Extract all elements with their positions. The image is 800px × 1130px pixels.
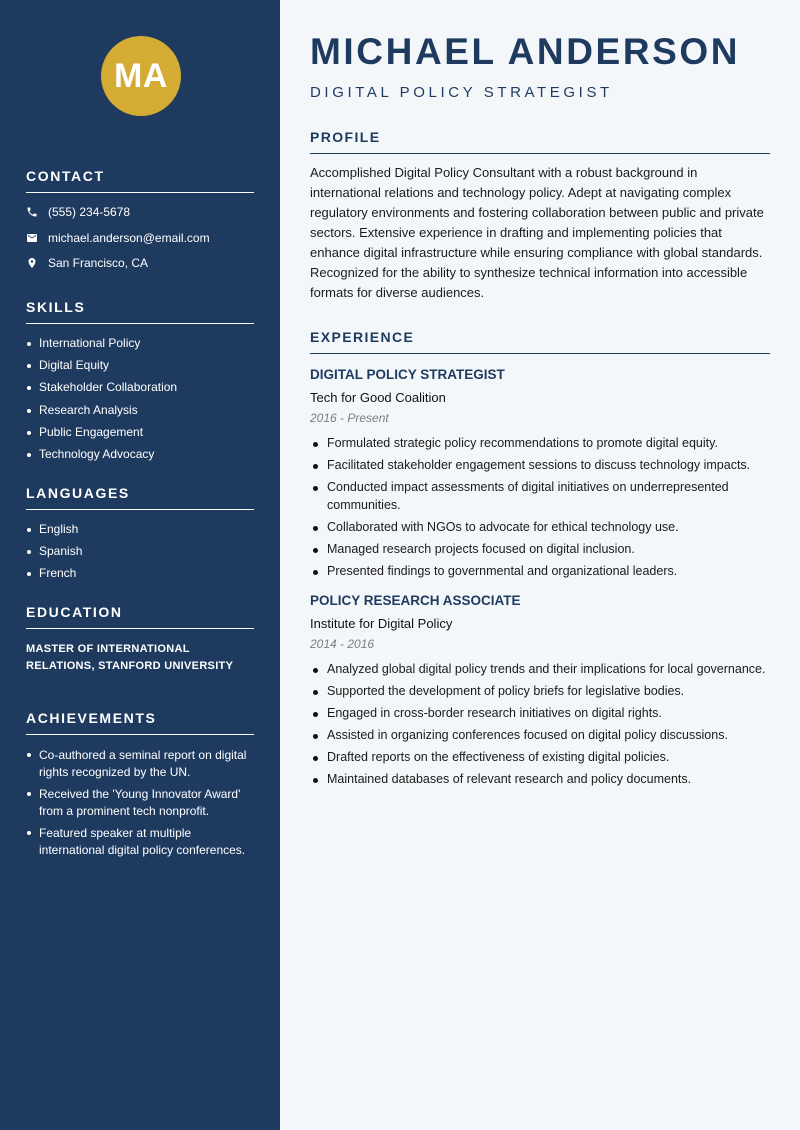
job-bullet: Collaborated with NGOs to advocate for ethical technology use. [310,519,770,537]
email-icon [26,232,38,244]
profile-text: Accomplished Digital Policy Consultant with a robust background in international relations and technology policy. Adept at navigating complex regulatory environments and fostering collaboration between public and private sectors. Extensive experience in drafting and implementing policies that enhance digital infrastructure while ensuring compliance with global standards. Recognized for the ability to synthesize technical information into accessible formats for diverse audiences. [310,165,764,300]
job-entry [310,593,770,789]
contact-location-text: San Francisco, CA [48,256,149,270]
job-bullet: Maintained databases of relevant research and policy documents. [310,771,770,789]
experience-section [310,329,770,789]
skills-section [26,299,254,462]
contact-email [26,231,254,245]
achievements-heading: ACHIEVEMENTS [26,710,254,735]
job-bullet: Managed research projects focused on digital inclusion. [310,541,770,559]
job-bullet: Presented findings to governmental and organizational leaders. [310,563,770,581]
phone-icon [26,206,38,218]
achievement-item [26,786,254,820]
job-entry [310,367,770,580]
achievements-list [26,747,254,859]
achievement-line: Received the 'Young Innovator Award' [39,787,241,802]
achievement-item [26,825,254,859]
job-company: Institute for Digital Policy [310,616,453,631]
sidebar [0,0,280,1130]
education-section [26,604,254,675]
skill-item: Research Analysis [26,403,254,418]
location-pin-icon [26,257,38,269]
job-bullet: Conducted impact assessments of digital initiatives on underrepresented communities. [310,479,770,514]
education-degree-line: RELATIONS, STANFORD UNIVERSITY [26,660,234,673]
achievement-line: international digital policy conferences. [39,843,246,858]
job-bullet: Engaged in cross-border research initiatives on digital rights. [310,705,770,723]
contact-email-text[interactable]: michael.anderson@email.com [48,230,210,245]
education-heading: EDUCATION [26,604,254,629]
job-bullet: Assisted in organizing conferences focused on digital policy discussions. [310,727,770,745]
profile-section [310,129,770,303]
language-item: French [26,566,254,581]
education-degree-line: MASTER OF INTERNATIONAL [26,643,190,656]
achievement-line: rights recognized by the UN. [39,765,191,780]
language-item: English [26,522,254,537]
education-degree [26,641,254,675]
experience-heading: EXPERIENCE [310,329,770,354]
skills-list [26,336,254,462]
candidate-name: MICHAEL ANDERSON [310,31,741,72]
job-dates: 2016 - Present [310,411,389,425]
contact-phone-text[interactable]: (555) 234-5678 [48,205,131,219]
avatar-initials: MA [101,36,181,116]
main-content [280,0,800,1130]
job-role: DIGITAL POLICY STRATEGIST [310,367,505,382]
job-dates: 2014 - 2016 [310,637,375,651]
job-company: Tech for Good Coalition [310,390,446,405]
language-item: Spanish [26,544,254,559]
job-bullet: Drafted reports on the effectiveness of existing digital policies. [310,749,770,767]
contact-heading: CONTACT [26,168,254,193]
skills-heading: SKILLS [26,299,254,324]
job-bullets [310,661,770,789]
achievements-section [26,710,254,859]
achievement-line: Featured speaker at multiple [39,826,192,841]
job-bullet: Formulated strategic policy recommendations to promote digital equity. [310,435,770,453]
achievement-line: from a prominent tech nonprofit. [39,804,210,819]
job-bullet: Supported the development of policy briefs for legislative bodies. [310,683,770,701]
achievement-item [26,747,254,781]
profile-heading: PROFILE [310,129,770,154]
languages-section [26,485,254,581]
skill-item: Public Engagement [26,425,254,440]
contact-phone [26,205,254,219]
contact-section [26,168,254,270]
skill-item: Digital Equity [26,358,254,373]
languages-list [26,522,254,581]
job-role: POLICY RESEARCH ASSOCIATE [310,593,521,608]
languages-heading: LANGUAGES [26,485,254,510]
job-bullets [310,435,770,580]
job-bullet: Facilitated stakeholder engagement sessions to discuss technology impacts. [310,457,770,475]
skill-item: International Policy [26,336,254,351]
skill-item: Technology Advocacy [26,447,254,462]
skill-item: Stakeholder Collaboration [26,380,254,395]
candidate-title: DIGITAL POLICY STRATEGIST [310,84,613,101]
achievement-line: Co-authored a seminal report on digital [39,748,247,763]
job-bullet: Analyzed global digital policy trends and their implications for local governance. [310,661,770,679]
contact-location [26,256,254,270]
